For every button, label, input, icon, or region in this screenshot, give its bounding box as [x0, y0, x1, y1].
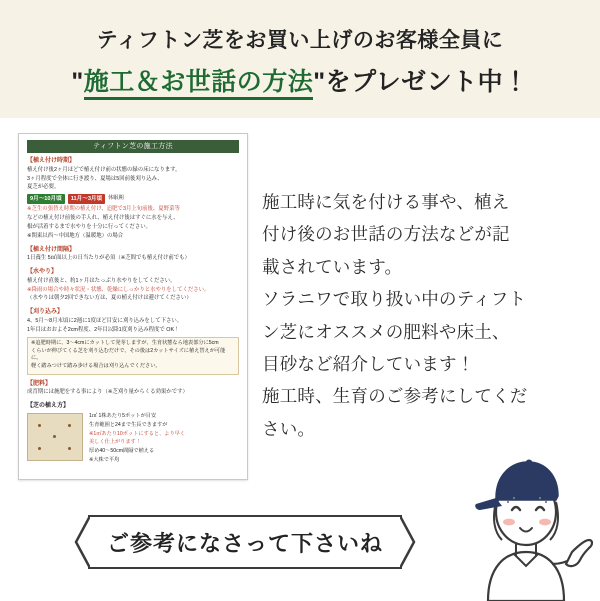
description-line: 付け後のお世話の方法などが記: [262, 224, 510, 245]
instruction-sheet-title: ティフトン芝の施工方法: [27, 140, 239, 153]
description-paragraph: [262, 186, 582, 445]
doc-line: 1日養生 5㎡面以上の日当たりが必須（※芝間でも植え付け前でも）: [27, 255, 190, 262]
planting-diagram-text: [89, 413, 185, 466]
header-line-2: [0, 62, 600, 98]
planting-diagram-block: [27, 402, 239, 465]
doc-section-head: 【植え付け時期】: [27, 158, 76, 164]
doc-line: ※大株で平均: [89, 456, 120, 463]
character-body: [488, 552, 564, 601]
season-note: 休眠期: [108, 195, 124, 202]
character-illustration: [452, 440, 600, 601]
planting-dot: [68, 447, 71, 450]
ribbon-text: ご参考になさって下さいね: [106, 530, 383, 556]
season-tag-winter: 11月～3月頃: [68, 194, 105, 204]
doc-line: 1㎡ 1株あたり5ポットが目安: [89, 412, 157, 419]
description-line: ン芝にオススメの肥料や床土、: [262, 321, 510, 342]
character-cap: [496, 462, 558, 500]
doc-line: ※1㎡あたり10ポットにすると、より早く: [89, 430, 186, 437]
doc-section: [27, 157, 239, 241]
planting-diagram-head: 【芝の植え方】: [27, 403, 70, 410]
quote-open: ": [71, 68, 84, 96]
planting-dot: [38, 424, 41, 427]
character-pointing-hand: [566, 540, 592, 566]
quote-close: ": [313, 68, 326, 96]
ribbon-banner: [74, 515, 416, 569]
character-blush-left: [503, 519, 515, 526]
header-line-2-tail: をプレゼント中！: [325, 68, 529, 96]
doc-line: 4、5月～8月末頃に2週に1度ほど目安に刈り込みをして下さい。: [27, 317, 183, 324]
doc-line: 植え付け直後と、約1ヶ月はたっぷり水やりをしてください。: [27, 277, 176, 284]
header-highlight: 施工＆お世話の方法: [84, 68, 314, 100]
doc-section: [27, 308, 239, 374]
doc-note-box: [27, 337, 239, 375]
description-line: さい。: [262, 418, 316, 439]
character-blush-right: [539, 519, 551, 526]
doc-line: ※関東以西～中国地方（温暖地）の場合: [27, 232, 124, 239]
doc-line: などの植え付け前後の手入れ、植え付け後はすぐに水を与え、: [27, 215, 179, 222]
description-line: ソラニワで取り扱い中のティフト: [262, 289, 527, 310]
season-tag-row: [27, 194, 239, 204]
doc-section-head: 【水やり】: [27, 269, 58, 276]
planting-grid-figure: [27, 413, 83, 461]
description-line: 載されています。: [262, 256, 403, 277]
header-line-1: ティフトン芝をお買い上げのお客様全員に: [96, 29, 504, 52]
doc-line: くらいが伸びてくる芝を刈り込むだけで、その後は2カットサイズに植え替えが可能に。: [31, 347, 226, 362]
doc-section: [27, 380, 239, 398]
doc-line: 軽く踏みつけて踏み歩ける場合は刈り込んでください。: [31, 363, 161, 370]
doc-section-head: 【植え付け間隔】: [27, 246, 76, 253]
doc-section-head: 【刈り込み】: [27, 309, 64, 316]
doc-section: [27, 246, 239, 264]
doc-line: 美しく仕上がります！: [89, 439, 141, 446]
doc-line: （水やりは朝夕2回できない方は、夏の植え付けは避けてください）: [27, 295, 192, 302]
doc-line: 植え付け後2ヶ月ほどで植え付け前の状態の緑の床になります。: [27, 166, 181, 173]
planting-dot: [68, 424, 71, 427]
doc-section: [27, 268, 239, 303]
instruction-sheet-thumbnail: [18, 133, 248, 480]
doc-line: ※追肥時期に、3～4cmにカットして発芽しますが、生育状態なら地表部分に5cm: [31, 339, 219, 346]
planting-dot: [53, 435, 56, 438]
doc-line: 厚め40～50cm間隔で植える: [89, 448, 155, 455]
planting-dot: [38, 447, 41, 450]
header-band: [0, 0, 600, 118]
description-line: 目砂など紹介しています！: [262, 353, 475, 374]
doc-line: ※芝生の張替え時期の植え付け、追肥で3月上旬前後、夏野菜等: [27, 206, 180, 213]
doc-line: 3ヶ月程度で全体に行き渡り、夏場は5回前後刈り込み、: [27, 175, 163, 182]
instruction-sheet-body: [27, 157, 239, 466]
doc-line: 生育範囲と24まで生長できますが: [89, 421, 168, 428]
doc-line: 成育期には施肥をする事により（※芝刈り量からくる効果かです）: [27, 389, 188, 396]
doc-line: 夏芝が必要。: [27, 184, 60, 191]
doc-line: 1年目はおおよそ2cm程度、2年目以降1度刈り込み程度で OK！: [27, 326, 180, 333]
season-tag-autumn: 9月～10月頃: [27, 194, 65, 204]
doc-section-head: 【肥料】: [27, 380, 52, 387]
doc-line: 根が活着するまで水やりを十分に行ってください。: [27, 223, 151, 230]
description-line: 施工時に気を付ける事や、植え: [262, 192, 510, 212]
description-line: 施工時、生育のご参考にしてくだ: [262, 386, 528, 407]
doc-line: ※降雨の場合や時々状況・状態、乾燥にしっかりと水やりをしてください。: [27, 286, 210, 293]
